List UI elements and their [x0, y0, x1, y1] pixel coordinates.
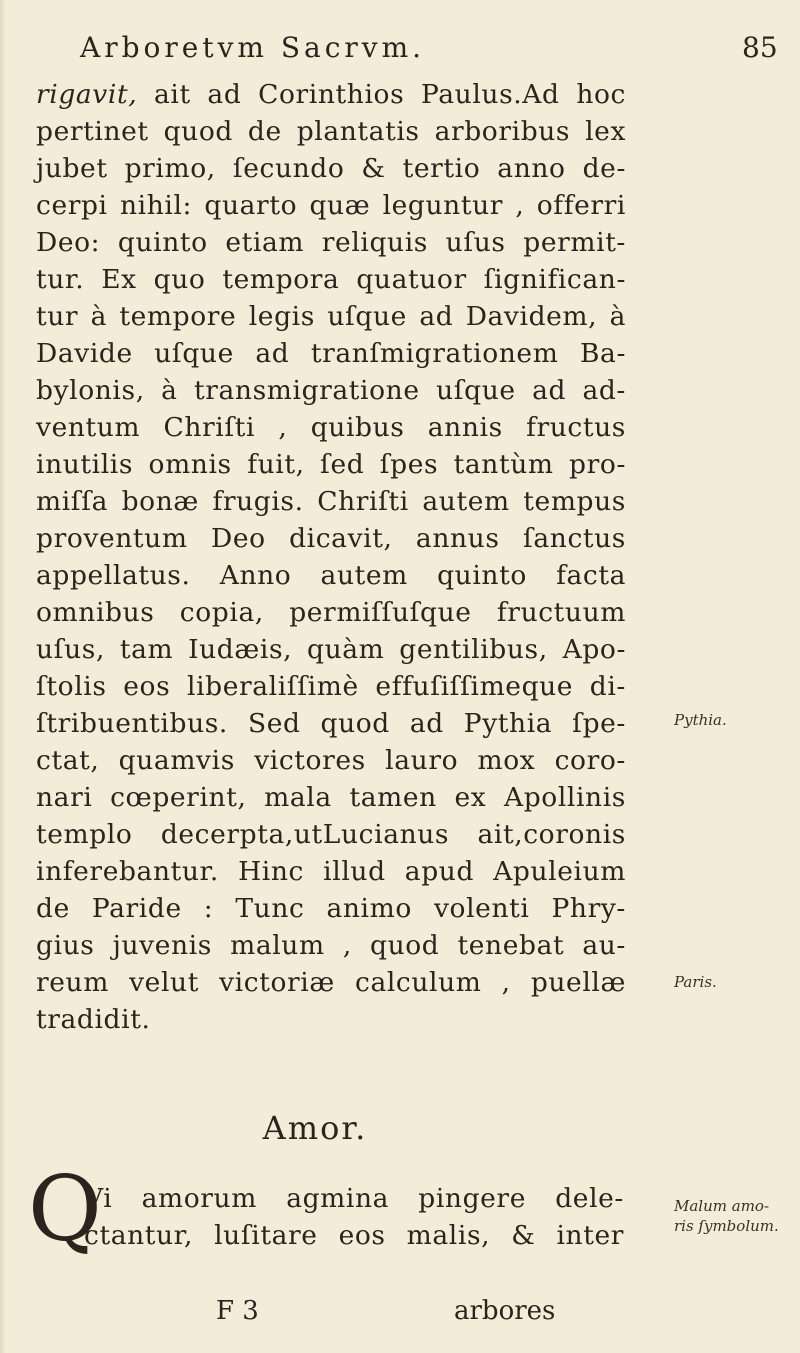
- body-line: reum velut victoriæ calculum , puellæ: [36, 967, 626, 998]
- page-number: 85: [742, 31, 778, 64]
- body-line-1: [36, 76, 626, 113]
- body-line: pertinet quod de plantatis arboribus lex: [36, 116, 626, 147]
- drop-cap: Q: [28, 1157, 102, 1262]
- lead-line-rest: ait ad Corinthios Paulus.Ad hoc: [137, 79, 626, 110]
- section-line: Vi amorum agmina pingere dele-: [84, 1183, 624, 1214]
- body-line: ctat, quamvis victores lauro mox coro-: [36, 745, 626, 776]
- body-line: inferebantur. Hinc illud apud Apuleium: [36, 856, 626, 887]
- body-line: Davide uſque ad tranſmigrationem Ba-: [36, 338, 626, 369]
- section-title: Amor.: [262, 1109, 368, 1147]
- body-line-last: tradidit.: [36, 1004, 151, 1035]
- body-line: Deo: quinto etiam reliquis uſus permit-: [36, 227, 626, 258]
- body-line: uſus, tam Iudæis, quàm gentilibus, Apo-: [36, 634, 626, 665]
- body-line: omnibus copia, permiſſuſque fructuum: [36, 597, 626, 628]
- body-line: gius juvenis malum , quod tenebat au-: [36, 930, 626, 961]
- body-line: miſſa bonæ frugis. Chriſti autem tempus: [36, 486, 626, 517]
- body-line: appellatus. Anno autem quinto facta: [36, 560, 626, 591]
- body-line: bylonis, à transmigratione uſque ad ad-: [36, 375, 626, 406]
- body-line: jubet primo, ſecundo & tertio anno de-: [36, 153, 626, 184]
- section-line: ctantur, luſitare eos malis, & inter: [84, 1220, 624, 1251]
- italic-lead-word: rigavit,: [36, 79, 138, 110]
- body-line: inutilis omnis fuit, ſed ſpes tantùm pro-: [36, 449, 626, 480]
- body-line: proventum Deo dicavit, annus ſanctus: [36, 523, 626, 554]
- catchword: arbores: [454, 1296, 556, 1326]
- running-title: Arboretvm Sacrvm.: [80, 31, 426, 64]
- margin-note-malum: Malum amo-: [674, 1197, 770, 1215]
- body-line: tur. Ex quo tempora quatuor ſignifican-: [36, 264, 626, 295]
- body-line: ſtolis eos liberaliſſimè effuſiſſimeque di-: [36, 671, 626, 702]
- body-line: ſtribuentibus. Sed quod ad Pythia ſpe-: [36, 708, 626, 739]
- signature-mark: F 3: [216, 1296, 259, 1326]
- body-line: templo decerpta,utLucianus ait,coronis: [36, 819, 626, 850]
- body-line: tur à tempore legis uſque ad Davidem, à: [36, 301, 626, 332]
- body-line: de Paride : Tunc animo volenti Phry-: [36, 893, 626, 924]
- margin-note-pythia: Pythia.: [674, 711, 727, 729]
- margin-note-malum-cont: ris ſymbolum.: [674, 1217, 779, 1235]
- body-line: ventum Chriſti , quibus annis fructus: [36, 412, 626, 443]
- body-line: cerpi nihil: quarto quæ leguntur , offerri: [36, 190, 626, 221]
- margin-note-paris: Paris.: [674, 973, 717, 991]
- body-line: nari cœperint, mala tamen ex Apollinis: [36, 782, 626, 813]
